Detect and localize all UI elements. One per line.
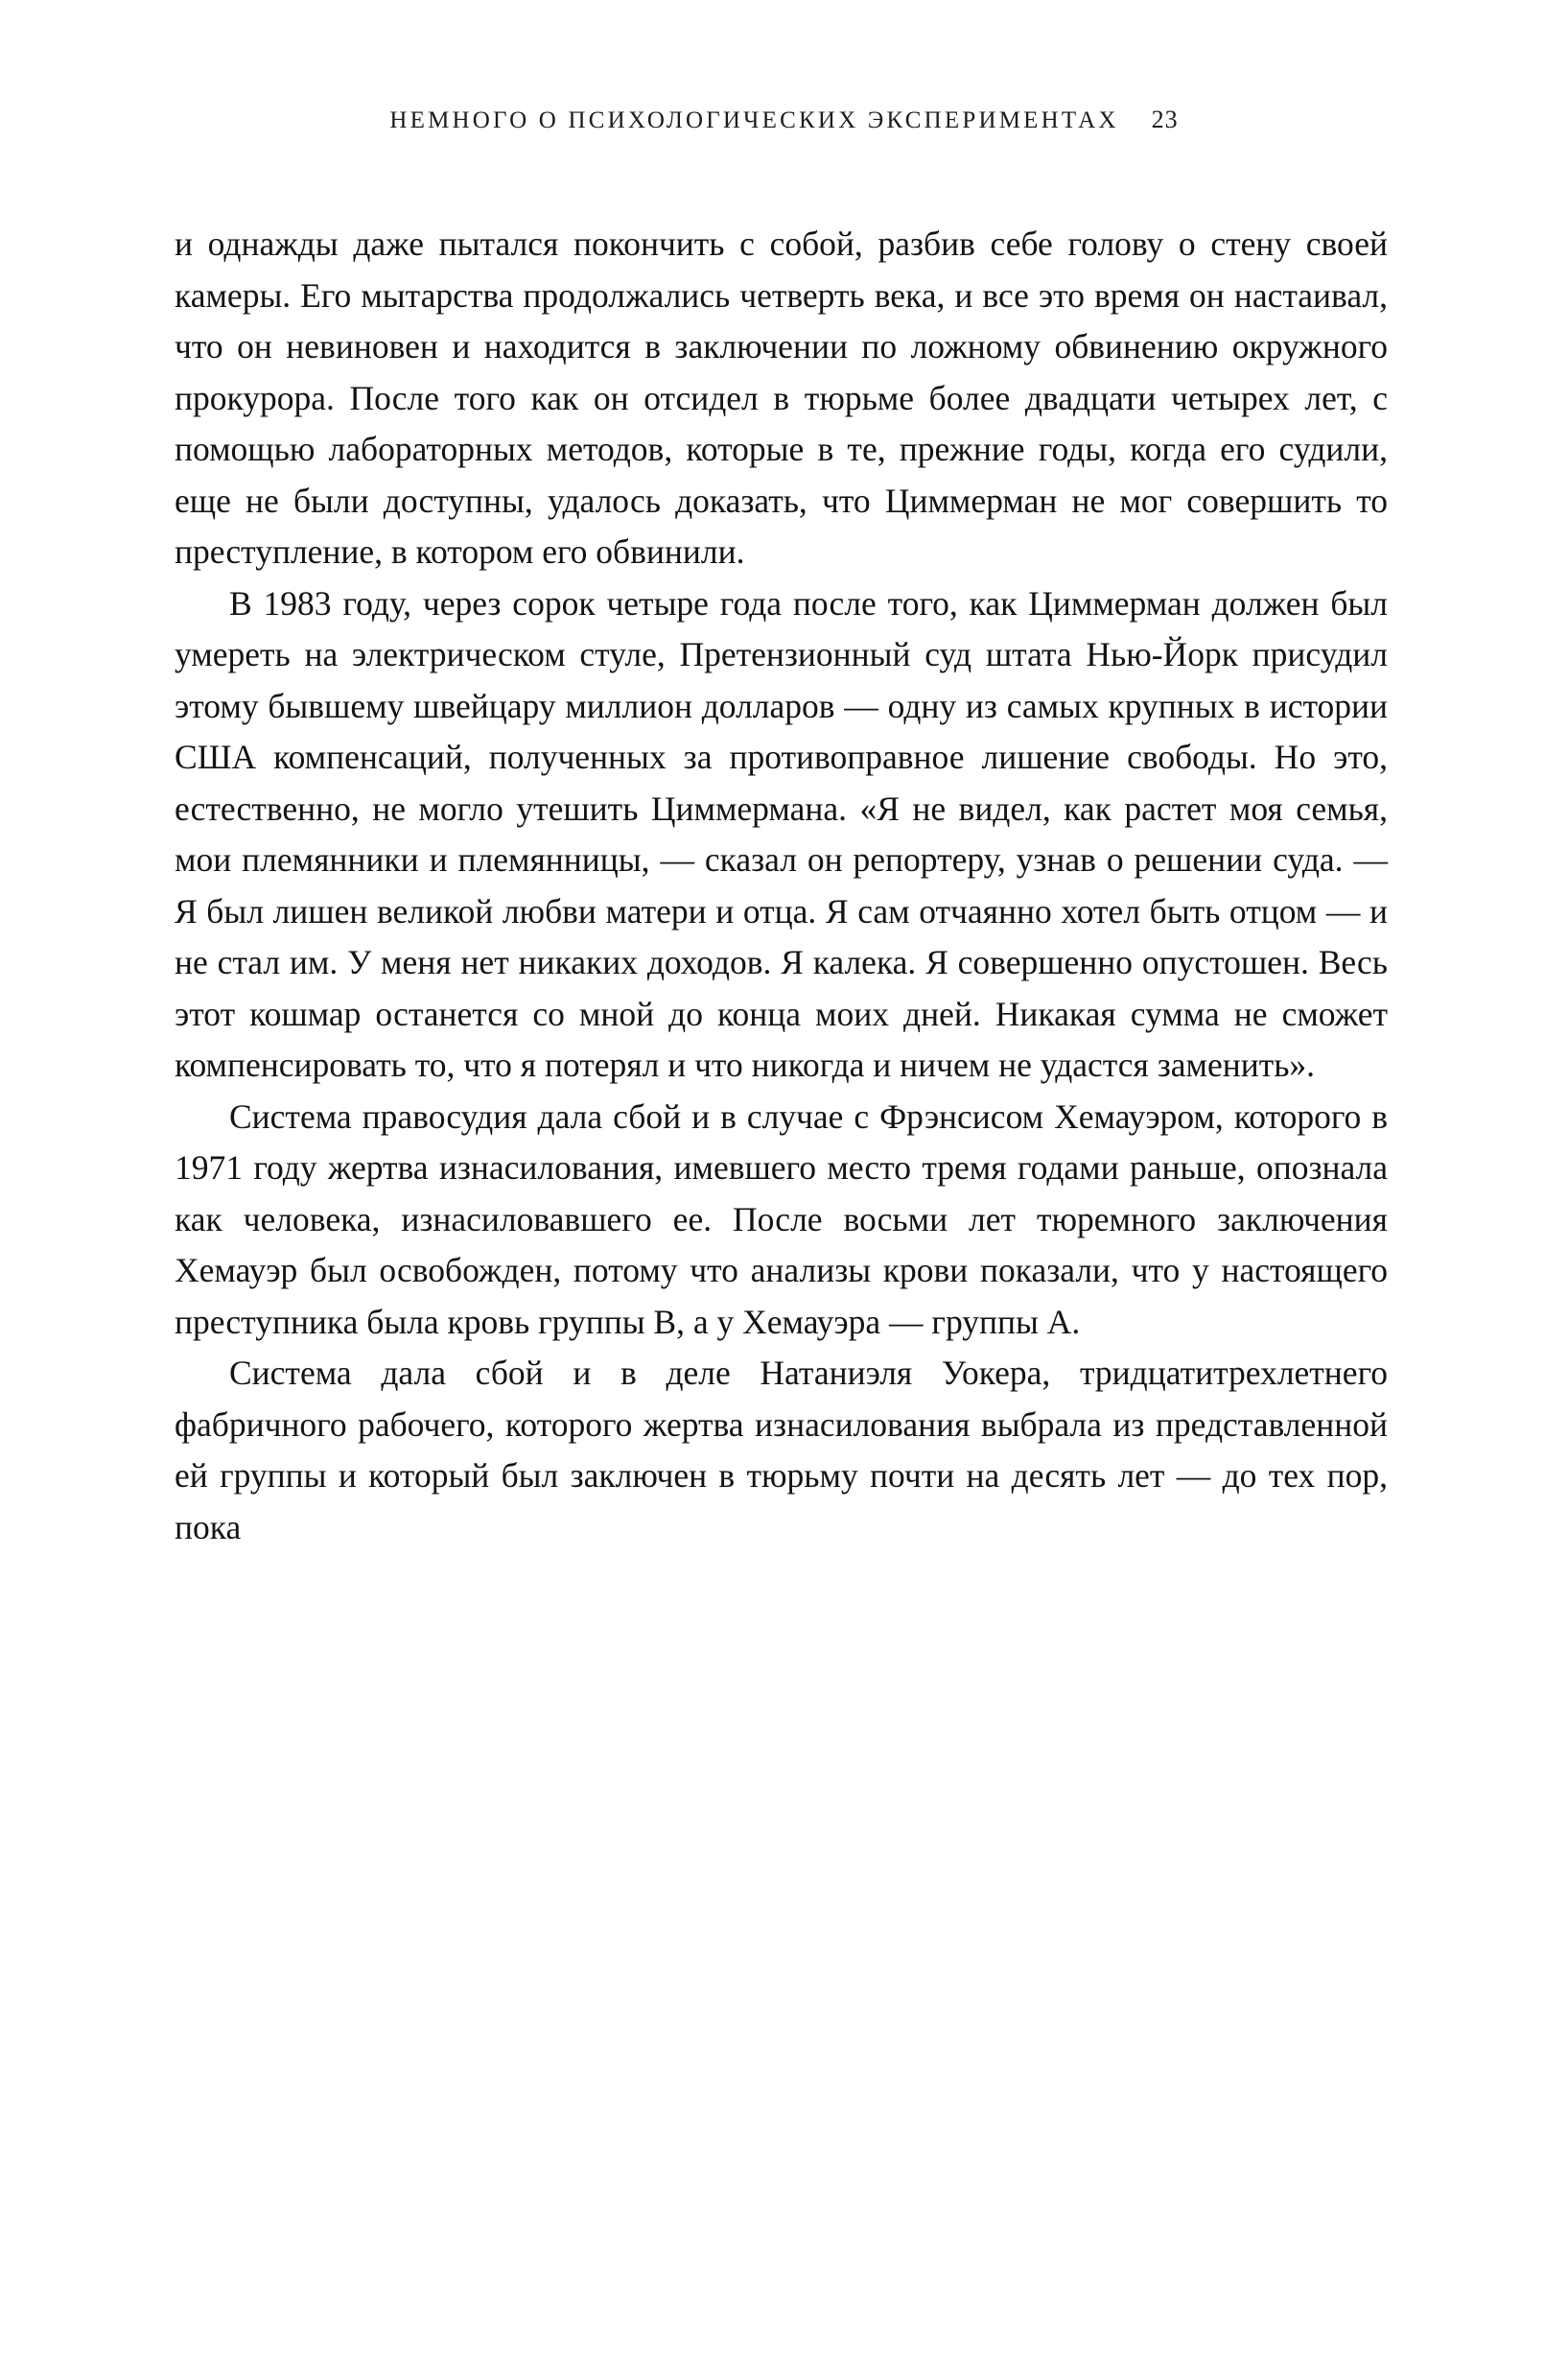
running-head [0,106,1568,134]
paragraph: Система дала сбой и в деле Натаниэля Уокера, тридцатитрехлетнего фабричного рабочего, которого жертва изнасилования выбрала из представленной ей группы и который был заключен в тюрьму почти на десять лет — до тех пор, пока [175,1354,1388,1546]
paragraph: Система правосудия дала сбой и в случае с Фрэнсисом Хемауэром, которого в 1971 году жертва изнасилования, имевшего место тремя годами раньше, опознала как человека, изнасиловавшего ее. После восьми лет тюремного заключения Хемауэр был освобожден, потому что анализы крови показали, что у настоящего преступника была кровь группы B, а у Хемауэра — группы А. [175,1096,1388,1341]
running-head-title: НЕМНОГО О ПСИХОЛОГИЧЕСКИХ ЭКСПЕРИМЕНТАХ [389,107,1119,133]
paragraph: и однажды даже пытался покончить с собой, разбив себе голову о стену своей камеры. Его мытарства продолжались четверть века, и все это время он настаивал, что он невиновен и находится в заключении по ложному обвинению окружного прокурора. После того как он отсидел в тюрьме более двадцати четырех лет, с помощью лабораторных методов, которые в те, прежние годы, когда его судили, еще не были доступны, удалось доказать, что Циммерман не мог совершить то преступление, в котором его обвинили. [175,224,1388,571]
page-number: 23 [1151,106,1179,133]
paragraph: В 1983 году, через сорок четыре года после того, как Циммерман должен был умереть на электрическом стуле, Претензионный суд штата Нью-Йорк присудил этому бывшему швейцару миллион долларов — одну из самых крупных в истории США компенсаций, полученных за противоправное лишение свободы. Но это, естественно, не могло утешить Циммермана. «Я не видел, как растет моя семья, мои племянники и племянницы, — сказал он репортеру, узнав о решении суда. — Я был лишен великой любви матери и отца. Я сам отчаянно хотел быть отцом — и не стал им. У меня нет никаких доходов. Я калека. Я совершенно опустошен. Весь этот кошмар останется со мной до конца моих дней. Никакая сумма не сможет компенсировать то, что я потерял и что никогда и ничем не удастся заменить». [175,583,1388,1084]
body-text [175,219,1388,1553]
